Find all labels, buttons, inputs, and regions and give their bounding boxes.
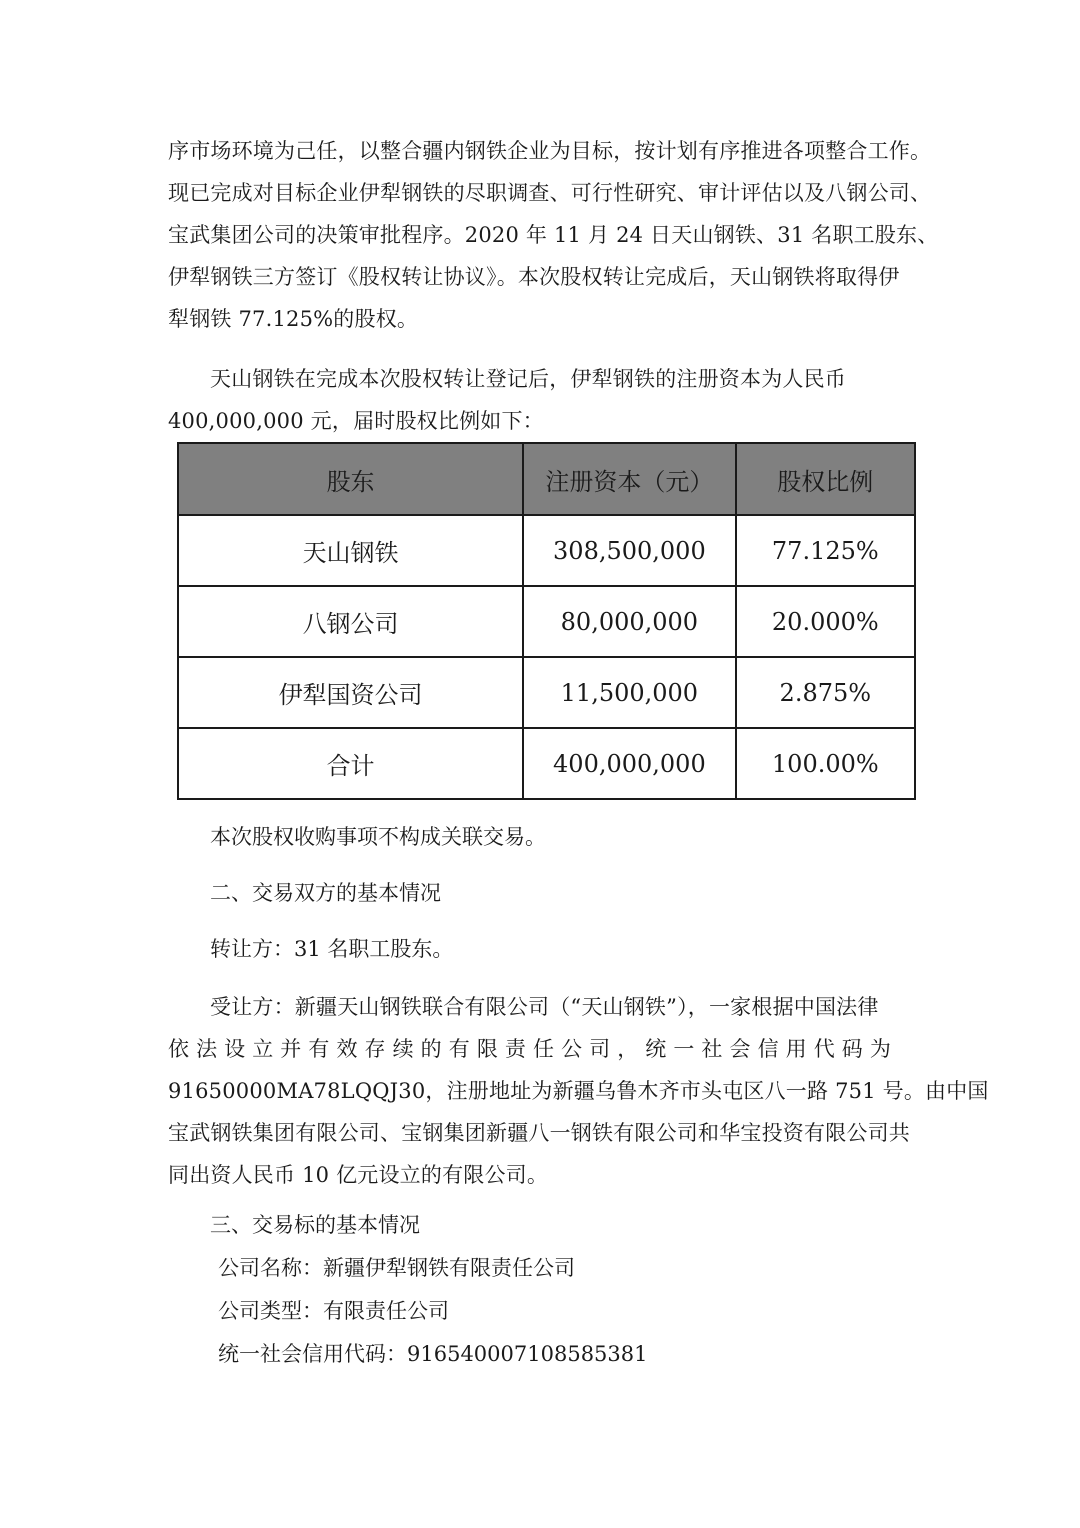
transferee-line: 91650000MA78LQQJ30，注册地址为新疆乌鲁木齐市头屯区八一路 751 号。由中国 [168,1079,989,1103]
intro-line: 宝武集团公司的决策审批程序。2020 年 11 月 24 日天山钢铁、31 名职工股东、 [168,223,939,247]
cell-ratio: 2.875% [736,657,915,728]
cell-ratio: 100.00% [736,728,915,799]
intro-paragraph [168,130,939,340]
company-name: 公司名称：新疆伊犁钢铁有限责任公司 [218,1256,575,1280]
cell-shareholder: 天山钢铁 [178,515,523,586]
table-header-row [178,443,915,515]
header-shareholder: 股东 [178,443,523,515]
transferee-line: 同出资人民币 10 亿元设立的有限公司。 [168,1163,549,1187]
transferee-line: 依 法 设 立 并 有 效 存 续 的 有 限 责 任 公 司 ， 统 一 社 会 信 用 代 码 为 [168,1037,892,1061]
cell-ratio: 77.125% [736,515,915,586]
cell-shareholder: 伊犁国资公司 [178,657,523,728]
intro-line: 序市场环境为己任，以整合疆内钢铁企业为目标，按计划有序推进各项整合工作。 [168,139,932,163]
table-row [178,657,915,728]
capital-line: 400,000,000 元，届时股权比例如下： [168,409,544,433]
capital-paragraph [168,358,926,442]
capital-line: 天山钢铁在完成本次股权转让登记后，伊犁钢铁的注册资本为人民币 [210,367,846,391]
table-row [178,586,915,657]
cell-shareholder: 合计 [178,728,523,799]
cell-capital: 80,000,000 [523,586,735,657]
section3-heading: 三、交易标的基本情况 [210,1213,420,1237]
cell-ratio: 20.000% [736,586,915,657]
credit-code: 统一社会信用代码：91654000710858538​1 [218,1342,648,1366]
not-related-note: 本次股权收购事项不构成关联交易。 [210,825,546,849]
transferor-text: 转让方：31 名职工股东。 [210,937,454,961]
transferee-line: 受让方：新疆天山钢铁联合有限公司（“天山钢铁”），一家根据中国法律 [210,995,879,1019]
section2-heading: 二、交易双方的基本情况 [210,881,441,905]
header-registered-capital: 注册资本（元） [523,443,735,515]
intro-line: 犁钢铁 77.125%的股权。 [168,307,419,331]
cell-shareholder: 八钢公司 [178,586,523,657]
cell-capital: 11,500,000 [523,657,735,728]
intro-line: 伊犁钢铁三方签订《股权转让协议》。本次股权转让完成后，天山钢铁将取得伊 [168,265,900,289]
equity-table [177,442,916,800]
table-total-row [178,728,915,799]
table-row [178,515,915,586]
transferee-line: 宝武钢铁集团有限公司、宝钢集团新疆八一钢铁有限公司和华宝投资有限公司共 [168,1121,910,1145]
company-type: 公司类型：有限责任公司 [218,1299,449,1323]
transferee-paragraph [168,986,989,1196]
intro-line: 现已完成对目标企业伊犁钢铁的尽职调查、可行性研究、审计评估以及八钢公司、 [168,181,932,205]
header-equity-ratio: 股权比例 [736,443,915,515]
cell-capital: 308,500,000 [523,515,735,586]
cell-capital: 400,000,000 [523,728,735,799]
